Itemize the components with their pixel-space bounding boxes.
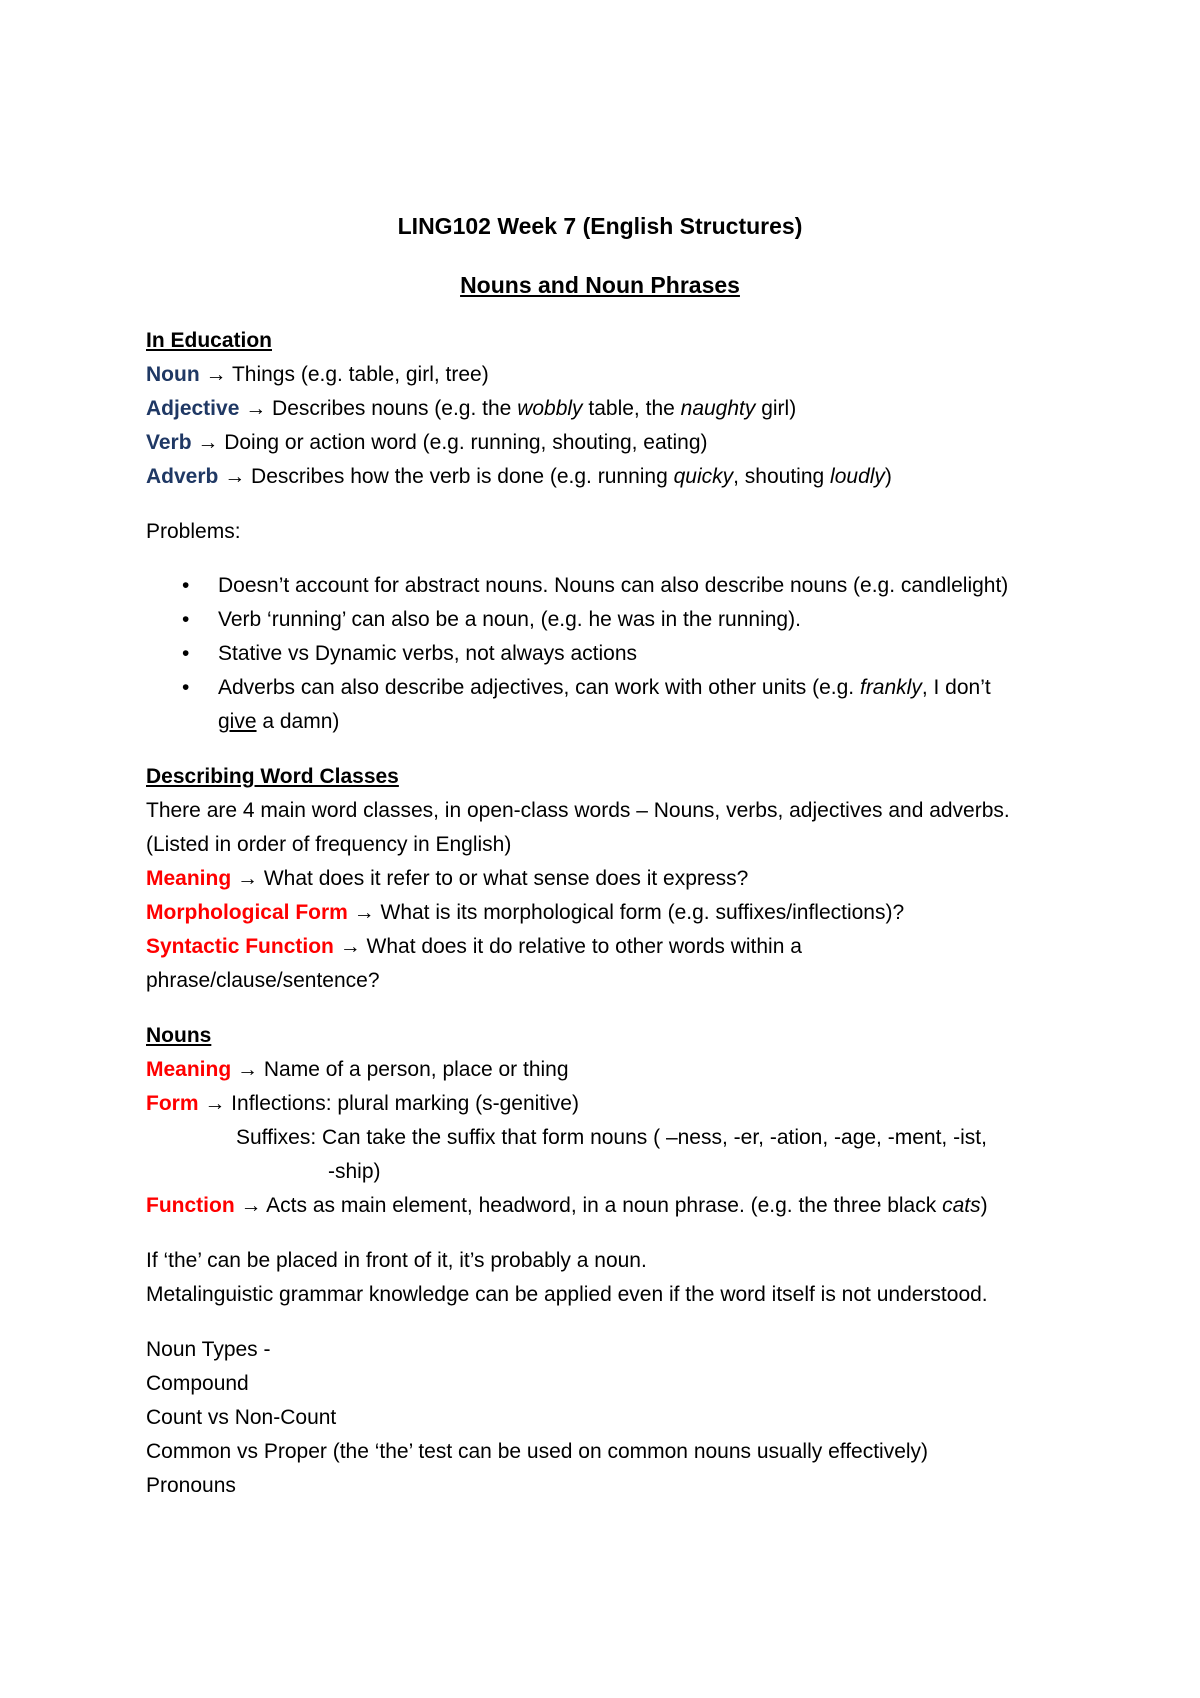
bullet-icon: • [182, 574, 190, 597]
nouns-text: Name of a person, place or thing [258, 1058, 569, 1081]
education-row-verb [146, 430, 708, 456]
arrow-icon: → [353, 901, 375, 924]
section-heading-education: In Education [146, 329, 272, 352]
example-italic: cats [942, 1194, 981, 1217]
criteria-text: What does it do relative to other words within a [360, 935, 802, 958]
example-italic: frankly [859, 676, 922, 699]
bullet-icon: • [182, 642, 190, 665]
term-morphological-form: Morphological Form [146, 901, 348, 924]
nouns-note-metalinguistic: Metalinguistic grammar knowledge can be applied even if the word itself is not understood. [146, 1283, 988, 1306]
nouns-row-function [146, 1193, 988, 1219]
example-italic: wobbly [517, 397, 583, 420]
education-row-noun [146, 362, 489, 388]
term-meaning: Meaning [146, 1058, 232, 1081]
problem-text: Adverbs can also describe adjectives, can work with other units (e.g. [218, 676, 860, 699]
definition-text: girl) [755, 397, 797, 420]
example-italic: loudly [830, 465, 885, 488]
arrow-icon: → [205, 363, 227, 386]
definition-text: Describes nouns (e.g. the [266, 397, 518, 420]
criteria-row-meaning [146, 866, 748, 892]
word-classes-intro: There are 4 main word classes, in open-class words – Nouns, verbs, adjectives and adverbs. [146, 799, 1010, 822]
criteria-text: What is its morphological form (e.g. suffixes/inflections)? [374, 901, 905, 924]
nouns-text: ) [980, 1194, 988, 1217]
nouns-note-the-test: If ‘the’ can be placed in front of it, it’s probably a noun. [146, 1249, 647, 1272]
definition-text: Describes how the verb is done (e.g. running [245, 465, 674, 488]
term-noun: Noun [146, 363, 200, 386]
term-verb: Verb [146, 431, 192, 454]
problem-item: Stative vs Dynamic verbs, not always actions [218, 642, 637, 665]
criteria-row-morphological-form [146, 900, 904, 926]
nouns-text: Acts as main element, headword, in a noun phrase. (e.g. the three black [261, 1194, 943, 1217]
definition-text: , shouting [733, 465, 831, 488]
problems-heading: Problems: [146, 520, 241, 543]
arrow-icon: → [237, 1058, 259, 1081]
problem-text: , I don’t [921, 676, 991, 699]
nouns-suffixes-continuation: -ship) [328, 1160, 381, 1183]
arrow-icon: → [339, 935, 361, 958]
noun-type-item: Common vs Proper (the ‘the’ test can be used on common nouns usually effectively) [146, 1440, 929, 1463]
term-syntactic-function: Syntactic Function [146, 935, 334, 958]
noun-type-item: Pronouns [146, 1474, 236, 1497]
nouns-row-form [146, 1091, 579, 1117]
section-heading-word-classes: Describing Word Classes [146, 765, 399, 788]
definition-text: Doing or action word (e.g. running, shouting, eating) [218, 431, 708, 454]
example-italic: quicky [673, 465, 734, 488]
term-form: Form [146, 1092, 199, 1115]
word-classes-note: (Listed in order of frequency in English) [146, 833, 512, 856]
bullet-icon: • [182, 608, 190, 631]
nouns-suffixes: Suffixes: Can take the suffix that form nouns ( –ness, -er, -ation, -age, -ment, -ist, [236, 1126, 987, 1149]
noun-types-heading: Noun Types - [146, 1338, 271, 1361]
arrow-icon: → [237, 867, 259, 890]
noun-type-item: Count vs Non-Count [146, 1406, 337, 1429]
arrow-icon: → [197, 431, 219, 454]
term-adverb: Adverb [146, 465, 219, 488]
noun-type-item: Compound [146, 1372, 249, 1395]
criteria-row-syntactic-function [146, 934, 802, 960]
definition-text: ) [884, 465, 892, 488]
criteria-text: What does it refer to or what sense does it express? [258, 867, 749, 890]
nouns-text: Inflections: plural marking (s-genitive) [225, 1092, 579, 1115]
page-title: LING102 Week 7 (English Structures) [397, 213, 803, 239]
definition-text: Things (e.g. table, girl, tree) [226, 363, 489, 386]
education-row-adverb [146, 464, 892, 490]
example-italic: naughty [680, 397, 756, 420]
education-row-adjective [146, 396, 796, 422]
definition-text: table, the [582, 397, 681, 420]
arrow-icon: → [245, 397, 267, 420]
term-meaning: Meaning [146, 867, 232, 890]
arrow-icon: → [204, 1092, 226, 1115]
arrow-icon: → [224, 465, 246, 488]
problem-item-continuation [218, 709, 339, 735]
problem-item [218, 675, 991, 701]
problem-text: a damn) [256, 710, 340, 733]
example-underlined: give [218, 710, 257, 733]
term-adjective: Adjective [146, 397, 240, 420]
section-heading-nouns: Nouns [146, 1024, 212, 1047]
problem-item: Doesn’t account for abstract nouns. Nouns can also describe nouns (e.g. candlelight) [218, 574, 1009, 597]
arrow-icon: → [240, 1194, 262, 1217]
bullet-icon: • [182, 676, 190, 699]
problem-item: Verb ‘running’ can also be a noun, (e.g. he was in the running). [218, 608, 801, 631]
term-function: Function [146, 1194, 235, 1217]
page-subtitle: Nouns and Noun Phrases [460, 272, 740, 298]
criteria-row-continuation: phrase/clause/sentence? [146, 969, 380, 992]
nouns-row-meaning [146, 1057, 569, 1083]
